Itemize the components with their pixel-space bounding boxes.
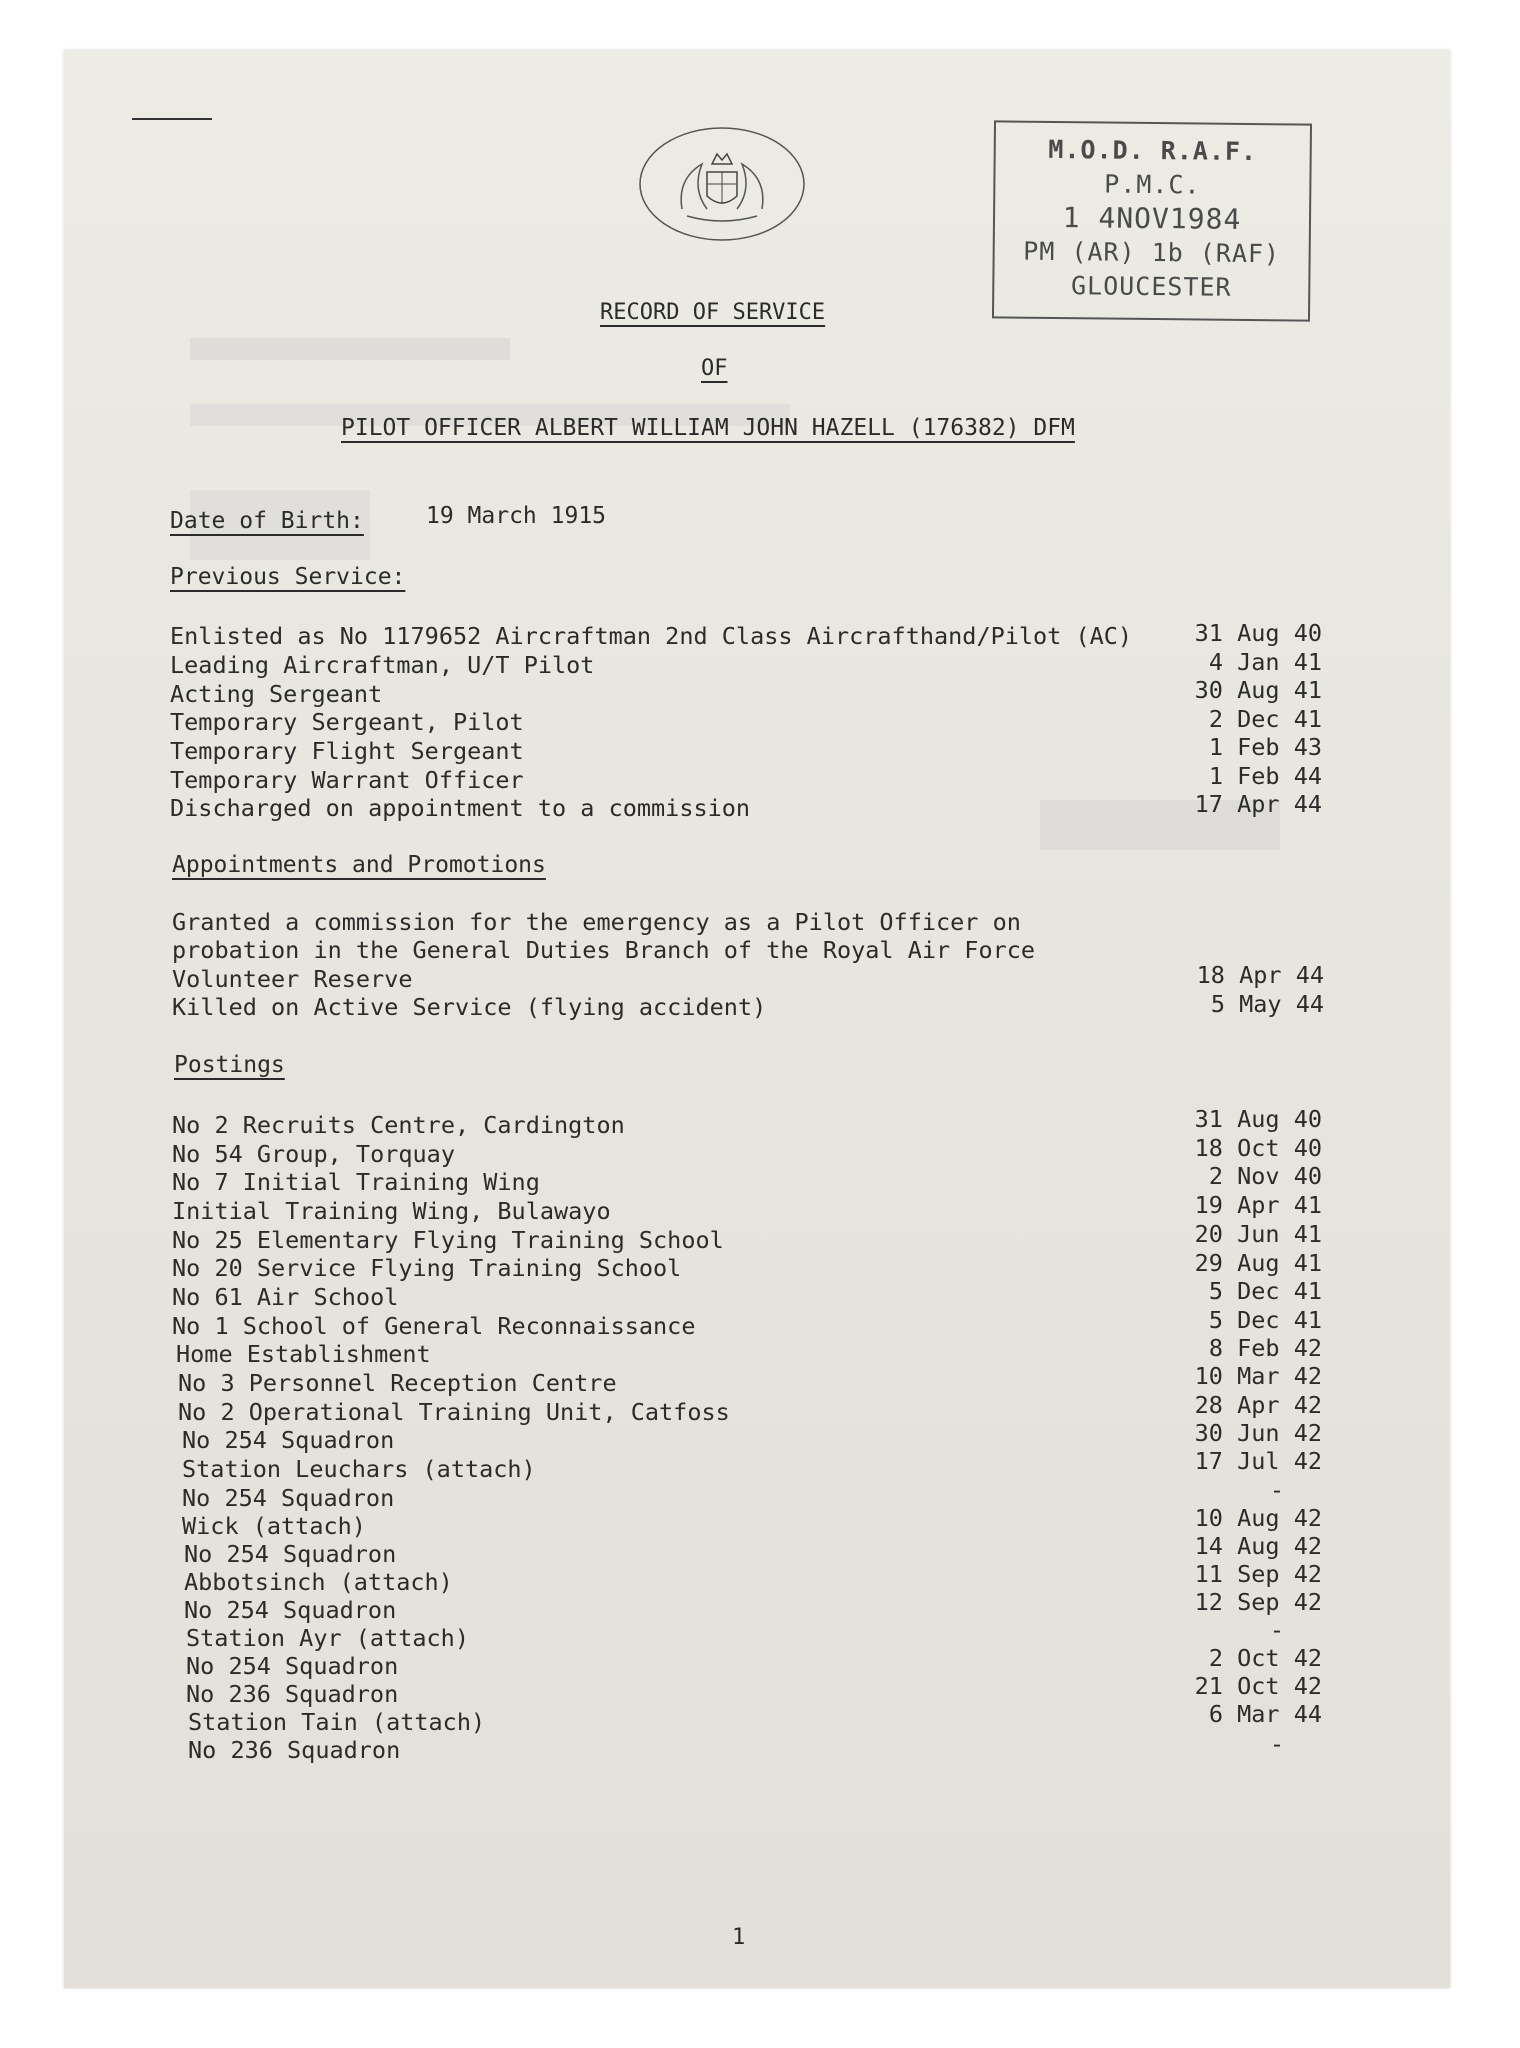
posting-date: 2 Oct 42 <box>1208 1644 1322 1672</box>
posting-date: 2 Nov 40 <box>1208 1162 1322 1190</box>
service-date: 4 Jan 41 <box>1208 648 1322 676</box>
posting-entry: No 236 Squadron <box>188 1736 401 1764</box>
service-entry: Temporary Flight Sergeant <box>170 737 524 765</box>
royal-crest-icon <box>637 124 807 244</box>
posting-date: 8 Feb 42 <box>1208 1334 1322 1362</box>
stamp-line-4: PM (AR) 1b (RAF) <box>1023 236 1281 269</box>
service-entry: Discharged on appointment to a commission <box>170 794 751 822</box>
posting-entry: Station Tain (attach) <box>188 1708 486 1736</box>
posting-date: 5 Dec 41 <box>1208 1277 1322 1305</box>
appointment-line: probation in the General Duties Branch of the Royal Air Force <box>172 936 1036 964</box>
service-date: 30 Aug 41 <box>1194 676 1322 704</box>
posting-entry: No 2 Operational Training Unit, Catfoss <box>178 1398 730 1426</box>
posting-date: 30 Jun 42 <box>1194 1419 1322 1447</box>
posting-date: 29 Aug 41 <box>1194 1249 1322 1277</box>
received-stamp <box>992 120 1312 321</box>
posting-entry: Abbotsinch (attach) <box>184 1568 453 1596</box>
page-number: 1 <box>732 1925 746 1950</box>
postings-heading: Postings <box>174 1052 285 1078</box>
posting-date: 17 Jul 42 <box>1194 1447 1322 1475</box>
posting-date: 5 Dec 41 <box>1208 1306 1322 1334</box>
birth-value: 19 March 1915 <box>426 503 607 529</box>
previous-service-heading: Previous Service: <box>170 564 406 590</box>
service-date: 1 Feb 44 <box>1208 762 1322 790</box>
posting-date: 10 Aug 42 <box>1194 1504 1322 1532</box>
posting-date: - <box>1269 1616 1284 1644</box>
appointment-date: 18 Apr 44 <box>1196 961 1324 989</box>
appointment-line: Killed on Active Service (flying accident) <box>172 993 767 1021</box>
posting-date: 10 Mar 42 <box>1194 1362 1322 1390</box>
posting-entry: No 20 Service Flying Training School <box>172 1254 682 1282</box>
service-entry: Temporary Sergeant, Pilot <box>170 708 524 736</box>
posting-entry: No 254 Squadron <box>182 1426 395 1454</box>
appointments-heading: Appointments and Promotions <box>172 852 546 878</box>
posting-entry: No 61 Air School <box>172 1283 399 1311</box>
birth-label: Date of Birth: <box>170 508 364 534</box>
posting-date: 14 Aug 42 <box>1194 1532 1322 1560</box>
stamp-line-2: P.M.C. <box>1104 169 1201 200</box>
posting-entry: No 25 Elementary Flying Training School <box>172 1226 724 1254</box>
stamp-date: 1 4NOV1984 <box>1062 201 1242 236</box>
title-of: OF <box>701 356 728 381</box>
posting-entry: No 54 Group, Torquay <box>172 1140 455 1168</box>
service-date: 31 Aug 40 <box>1194 619 1322 647</box>
posting-entry: No 254 Squadron <box>182 1484 395 1512</box>
bleed-through-1 <box>190 338 510 360</box>
record-title: RECORD OF SERVICE <box>600 300 826 325</box>
service-entry: Acting Sergeant <box>170 680 383 708</box>
posting-entry: Wick (attach) <box>182 1512 366 1540</box>
posting-date: 6 Mar 44 <box>1208 1700 1322 1728</box>
top-margin-mark <box>132 118 212 120</box>
officer-name: PILOT OFFICER ALBERT WILLIAM JOHN HAZELL (176382) DFM <box>341 415 1075 441</box>
service-date: 1 Feb 43 <box>1208 733 1322 761</box>
posting-entry: No 236 Squadron <box>186 1680 399 1708</box>
posting-date: 12 Sep 42 <box>1194 1588 1322 1616</box>
service-entry: Enlisted as No 1179652 Aircraftman 2nd Class Aircrafthand/Pilot (AC) <box>170 622 1133 650</box>
posting-date: 31 Aug 40 <box>1194 1105 1322 1133</box>
posting-entry: No 2 Recruits Centre, Cardington <box>172 1111 625 1139</box>
posting-date: 11 Sep 42 <box>1194 1560 1322 1588</box>
posting-entry: Station Leuchars (attach) <box>182 1455 536 1483</box>
posting-entry: Station Ayr (attach) <box>186 1624 469 1652</box>
service-entry: Leading Aircraftman, U/T Pilot <box>170 651 595 679</box>
posting-entry: No 254 Squadron <box>184 1540 397 1568</box>
stamp-line-5: GLOUCESTER <box>1070 271 1232 302</box>
stamp-line-1: M.O.D. R.A.F. <box>1048 134 1258 167</box>
appointment-line: Volunteer Reserve <box>172 965 413 993</box>
service-entry: Temporary Warrant Officer <box>170 766 524 794</box>
posting-entry: No 1 School of General Reconnaissance <box>172 1312 696 1340</box>
posting-entry: Initial Training Wing, Bulawayo <box>172 1197 611 1225</box>
posting-date: 20 Jun 41 <box>1194 1220 1322 1248</box>
posting-entry: No 254 Squadron <box>184 1596 397 1624</box>
posting-date: - <box>1269 1476 1284 1504</box>
service-date: 2 Dec 41 <box>1208 705 1322 733</box>
posting-entry: No 3 Personnel Reception Centre <box>178 1369 617 1397</box>
posting-entry: No 254 Squadron <box>186 1652 399 1680</box>
posting-entry: Home Establishment <box>176 1340 431 1368</box>
posting-date: - <box>1269 1730 1284 1758</box>
appointment-line: Granted a commission for the emergency as a Pilot Officer on <box>172 908 1021 936</box>
posting-date: 19 Apr 41 <box>1194 1191 1322 1219</box>
service-date: 17 Apr 44 <box>1194 790 1322 818</box>
posting-entry: No 7 Initial Training Wing <box>172 1168 540 1196</box>
appointment-date: 5 May 44 <box>1210 990 1324 1018</box>
posting-date: 21 Oct 42 <box>1194 1672 1322 1700</box>
posting-date: 28 Apr 42 <box>1194 1391 1322 1419</box>
posting-date: 18 Oct 40 <box>1194 1134 1322 1162</box>
